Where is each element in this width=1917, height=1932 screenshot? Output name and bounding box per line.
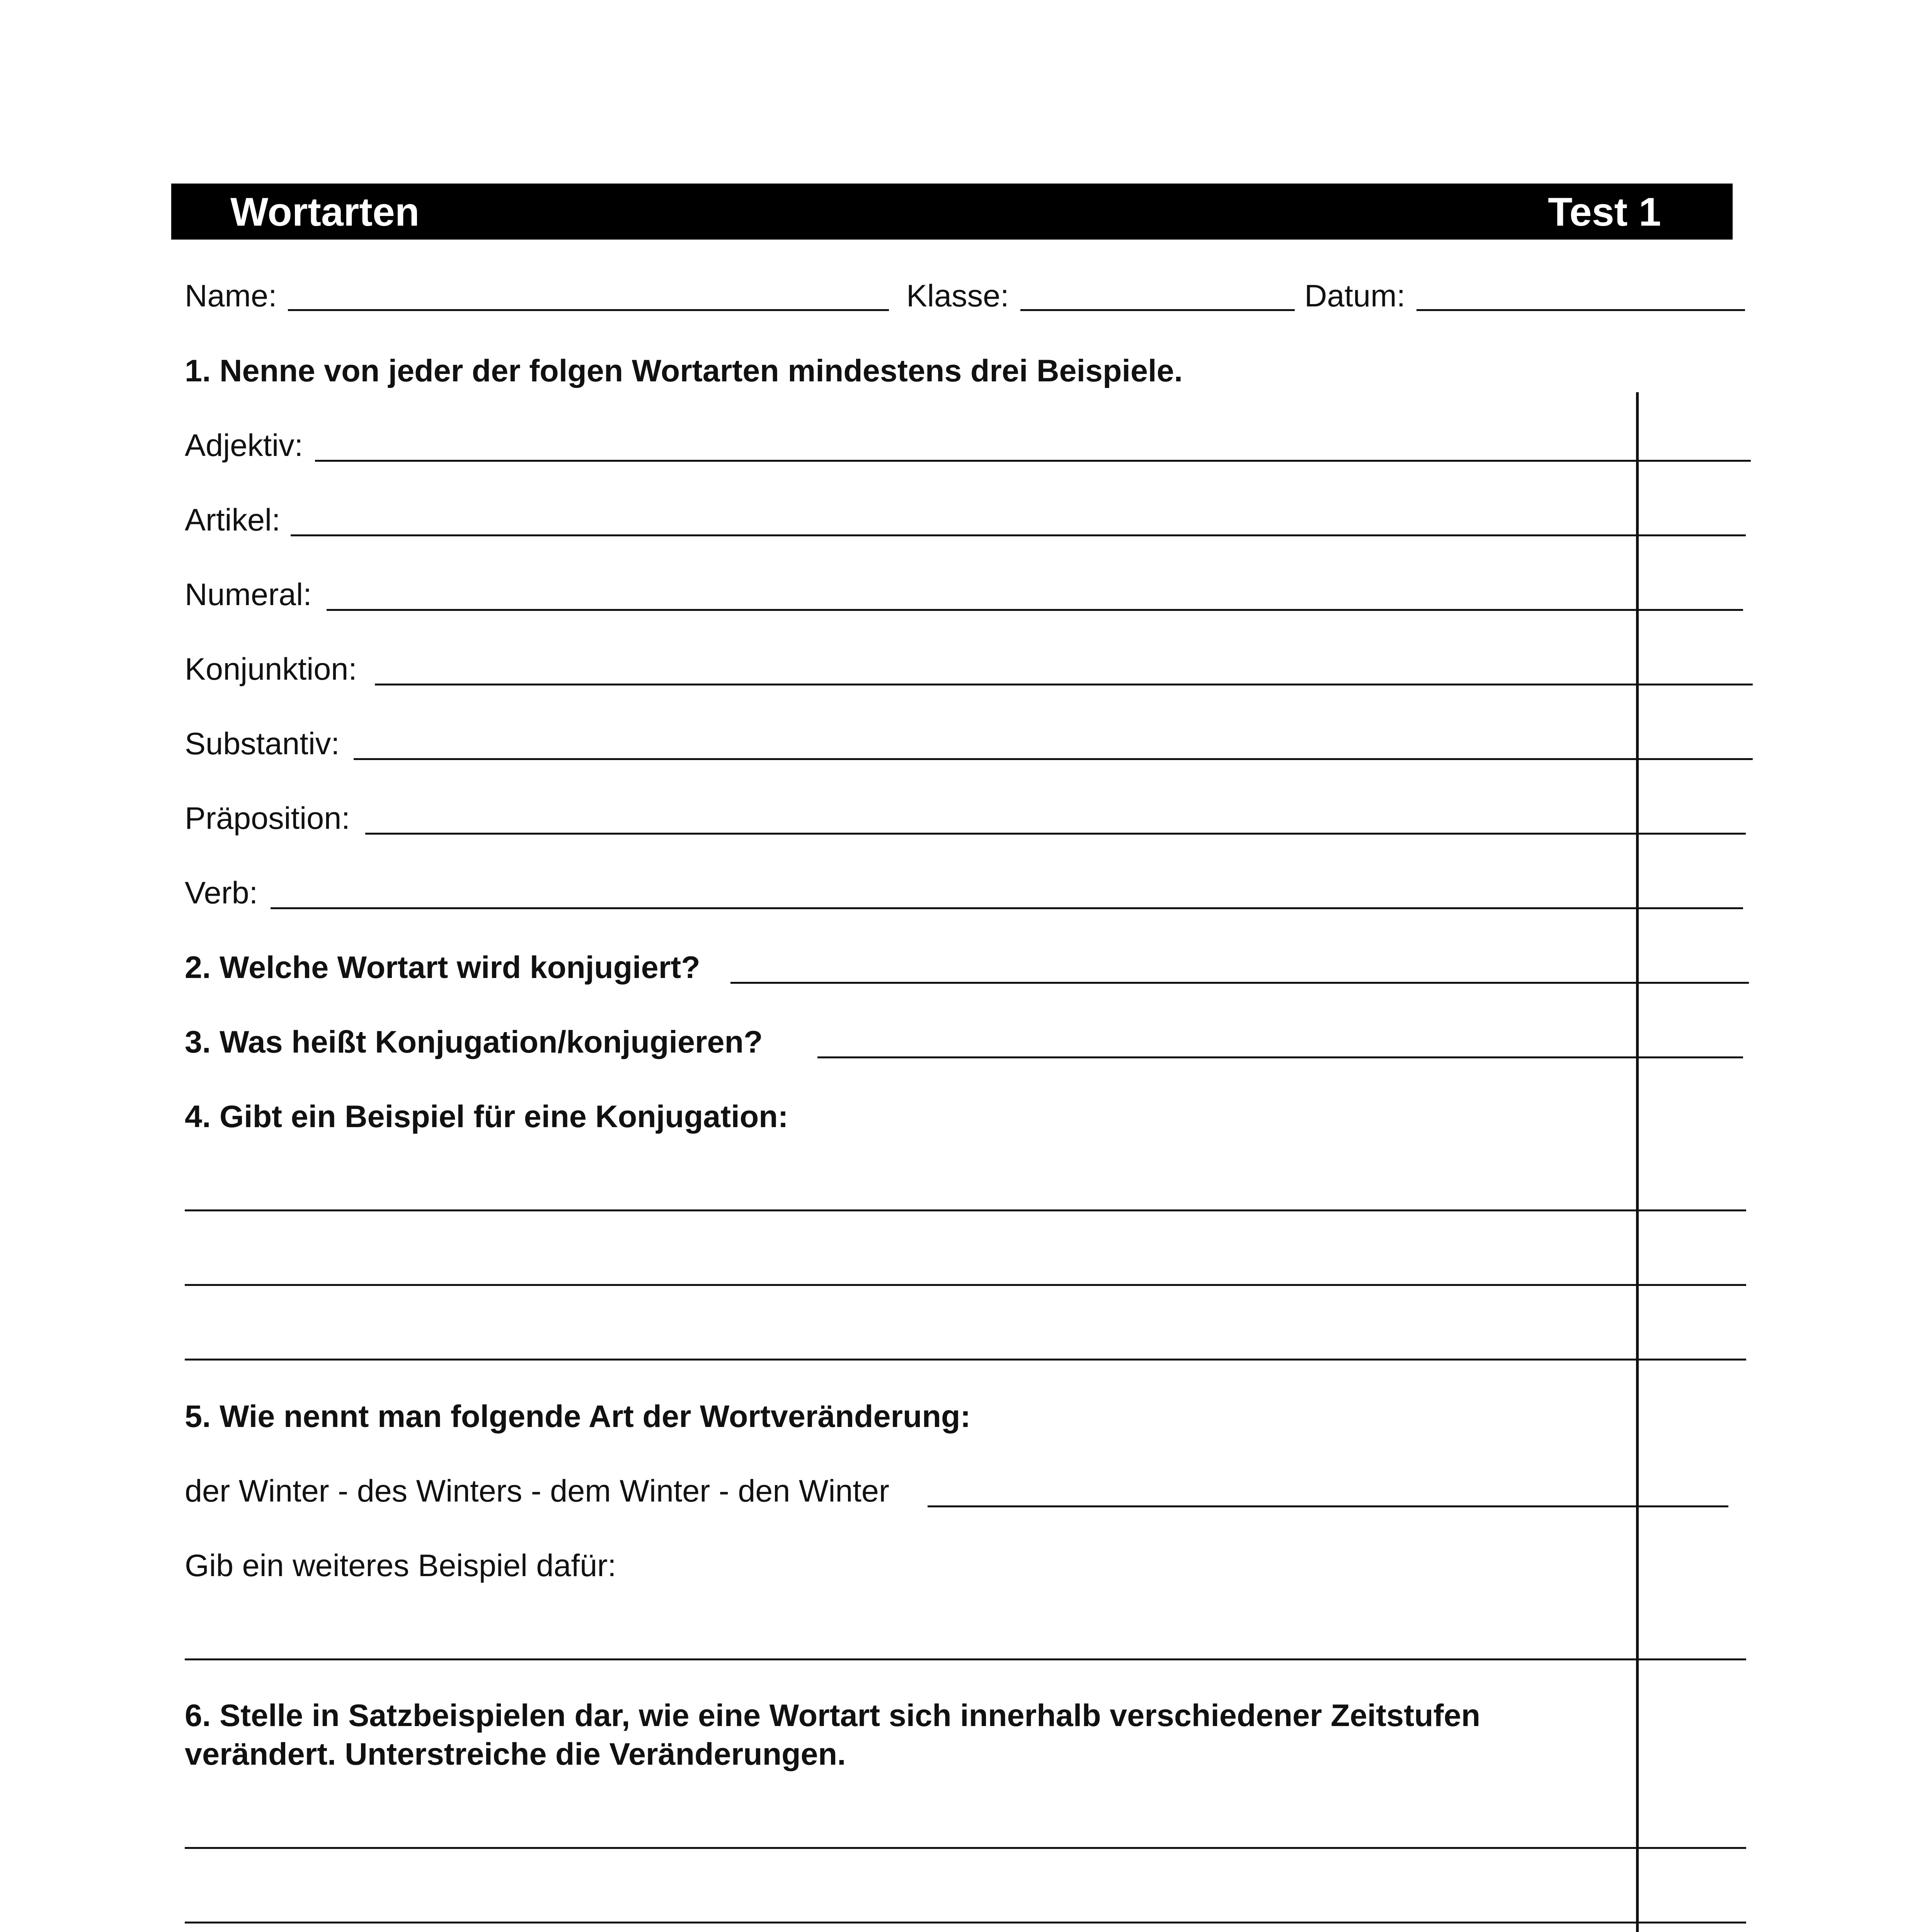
answer-line-konjunktion[interactable]	[375, 684, 1753, 685]
answer-line-q3[interactable]	[817, 1056, 1743, 1058]
answer-line-q4-3[interactable]	[185, 1359, 1746, 1361]
answer-line-artikel[interactable]	[291, 534, 1746, 536]
test-label: Test 1	[1548, 190, 1661, 235]
answer-line-praeposition[interactable]	[365, 833, 1746, 835]
date-label: Datum:	[1304, 279, 1406, 313]
class-label: Klasse:	[906, 279, 1009, 313]
class-field[interactable]	[1020, 309, 1295, 311]
label-artikel: Artikel:	[185, 503, 281, 537]
label-substantiv: Substantiv:	[185, 726, 340, 761]
answer-line-q4-1[interactable]	[185, 1209, 1746, 1211]
label-praeposition: Präposition:	[185, 801, 350, 836]
answer-line-q6-1[interactable]	[185, 1847, 1746, 1849]
label-adjektiv: Adjektiv:	[185, 428, 303, 463]
label-konjunktion: Konjunktion:	[185, 652, 357, 687]
name-field[interactable]	[288, 309, 889, 311]
name-label: Name:	[185, 279, 277, 313]
worksheet-title: Wortarten	[230, 190, 420, 235]
label-verb: Verb:	[185, 876, 258, 910]
question-1: 1. Nenne von jeder der folgen Wortarten mindestens drei Beispiele.	[185, 354, 1183, 388]
question-2: 2. Welche Wortart wird konjugiert?	[185, 950, 700, 985]
question-6-line-2: verändert. Unterstreiche die Veränderungen.	[185, 1737, 846, 1772]
answer-line-q5[interactable]	[928, 1505, 1728, 1507]
question-4: 4. Gibt ein Beispiel für eine Konjugation:	[185, 1099, 788, 1134]
score-column-rule	[1636, 392, 1639, 1932]
answer-line-adjektiv[interactable]	[315, 460, 1751, 462]
title-bar	[171, 184, 1733, 240]
answer-line-q4-2[interactable]	[185, 1284, 1746, 1286]
answer-line-numeral[interactable]	[327, 609, 1743, 611]
question-5: 5. Wie nennt man folgende Art der Wortveränderung:	[185, 1399, 971, 1434]
q5-example: der Winter - des Winters - dem Winter - den Winter	[185, 1474, 889, 1509]
question-6-line-1: 6. Stelle in Satzbeispielen dar, wie eine Wortart sich innerhalb verschiedener Zeitstufen	[185, 1698, 1481, 1733]
answer-line-verb[interactable]	[271, 907, 1743, 909]
question-3: 3. Was heißt Konjugation/konjugieren?	[185, 1025, 763, 1060]
q5-prompt: Gib ein weiteres Beispiel dafür:	[185, 1548, 616, 1583]
answer-line-q6-2[interactable]	[185, 1922, 1746, 1923]
date-field[interactable]	[1416, 309, 1745, 311]
label-numeral: Numeral:	[185, 577, 312, 612]
answer-line-q2[interactable]	[730, 982, 1749, 984]
answer-line-q5-example[interactable]	[185, 1658, 1746, 1660]
answer-line-substantiv[interactable]	[354, 758, 1753, 760]
